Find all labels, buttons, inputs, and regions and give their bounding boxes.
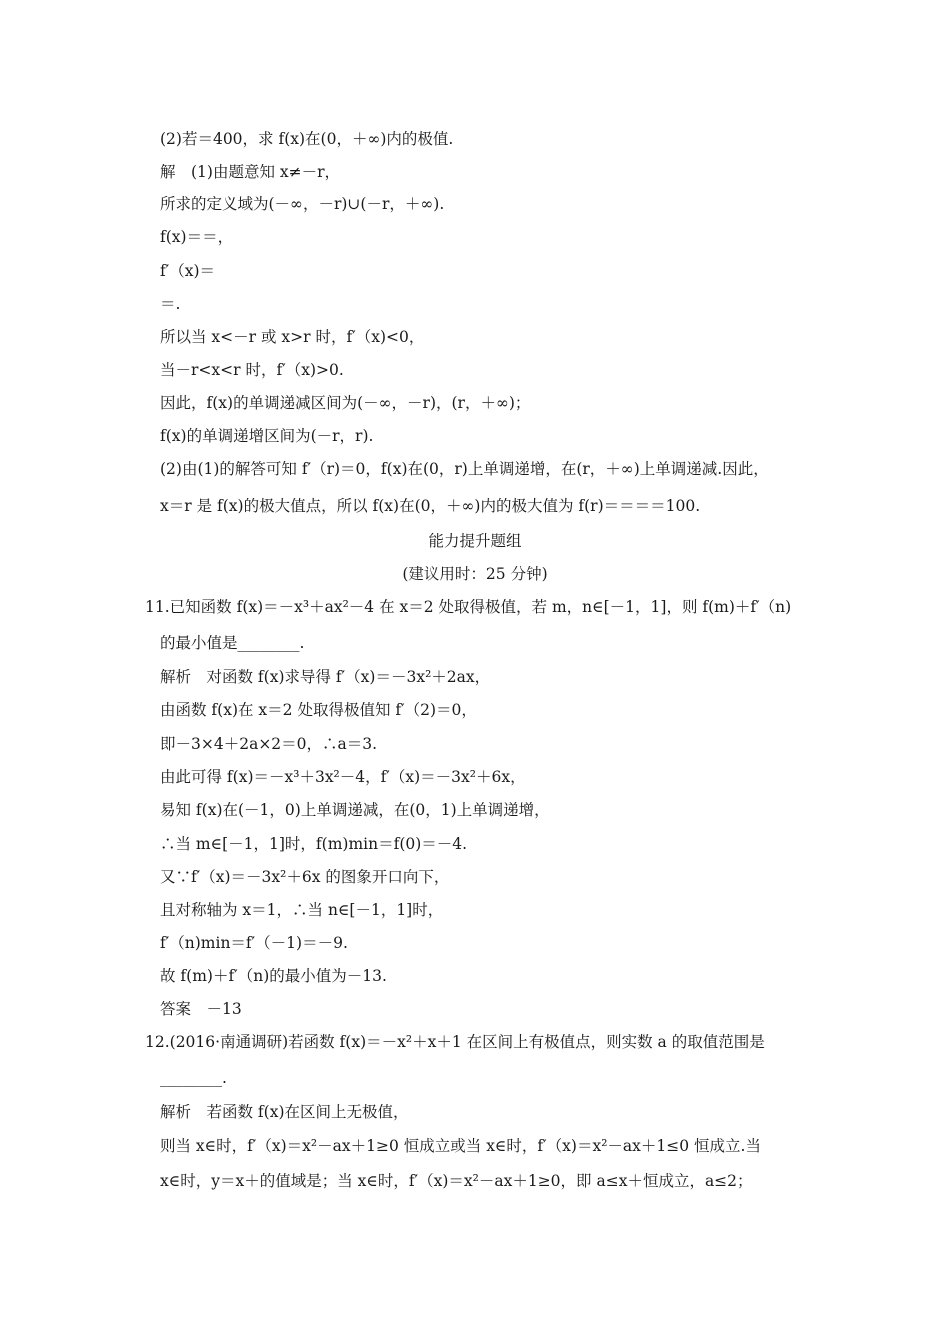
question-12: 12.(2016·南通调研)若函数 f(x)＝－x²＋x＋1 在区间上有极值点，则实数 a 的取值范围是 (145, 1033, 765, 1051)
text-line: 的最小值是________. (160, 634, 305, 652)
text-line: f(x)＝＝， (160, 228, 234, 246)
text-line: 解 (1)由题意知 x≠－r， (160, 163, 341, 181)
text-line: f(x)的单调递增区间为(－r，r). (160, 427, 374, 445)
text-line: 由函数 f(x)在 x＝2 处取得极值知 f′（2)＝0， (160, 701, 477, 719)
text-line: 则当 x∈时，f′（x)＝x²－ax＋1≥0 恒成立或当 x∈时，f′（x)＝x²－ax＋1≤0 恒成立.当 (160, 1137, 761, 1155)
text-line: 所求的定义域为(－∞，－r)∪(－r，＋∞). (160, 195, 445, 213)
text-line: 由此可得 f(x)＝－x³＋3x²－4，f′（x)＝－3x²＋6x， (160, 768, 526, 786)
text-line: 又∵f′（x)＝－3x²＋6x 的图象开口向下， (160, 868, 450, 886)
text-line: 故 f(m)＋f′（n)的最小值为－13. (160, 967, 387, 985)
text-line: f′（n)min＝f′（－1)＝－9. (160, 934, 348, 952)
text-line: (2)若＝400，求 f(x)在(0，＋∞)内的极值. (160, 130, 454, 148)
text-line: 即－3×4＋2a×2＝0，∴a＝3. (160, 735, 378, 753)
text-line: 当－r<x<r 时，f′（x)>0. (160, 361, 344, 379)
text-line: x∈时，y＝x＋的值域是；当 x∈时，f′（x)＝x²－ax＋1≥0，即 a≤x＋恒成立，a≤2； (160, 1172, 753, 1190)
section-subtitle: (建议用时：25 分钟) (402, 565, 548, 583)
text-line: ________. (160, 1069, 227, 1087)
text-line: f′（x)＝ (160, 262, 216, 280)
text-line: ∴当 m∈[－1，1]时，f(m)min＝f(0)＝－4. (160, 835, 468, 853)
section-title: 能力提升题组 (428, 532, 522, 550)
text-line: x＝r 是 f(x)的极大值点，所以 f(x)在(0，＋∞)内的极大值为 f(r)＝＝＝＝100. (160, 497, 701, 515)
question-11: 11.已知函数 f(x)＝－x³＋ax²－4 在 x＝2 处取得极值，若 m，n∈[－1，1]，则 f(m)＋f′（n) (145, 598, 792, 616)
text-line: ＝. (160, 295, 181, 313)
text-line: (2)由(1)的解答可知 f′（r)＝0，f(x)在(0，r)上单调递增，在(r，＋∞)上单调递减.因此， (160, 460, 769, 478)
text-line: 易知 f(x)在(－1，0)上单调递减，在(0，1)上单调递增， (160, 801, 550, 819)
text-line: 解析 若函数 f(x)在区间上无极值， (160, 1103, 409, 1121)
text-line: 因此，f(x)的单调递减区间为(－∞，－r)，(r，＋∞)； (160, 394, 531, 412)
text-line: 解析 对函数 f(x)求导得 f′（x)＝－3x²＋2ax， (160, 668, 491, 686)
text-line: 且对称轴为 x＝1，∴当 n∈[－1，1]时， (160, 901, 444, 919)
answer-line: 答案 －13 (160, 1000, 242, 1018)
text-line: 所以当 x<－r 或 x>r 时，f′（x)<0， (160, 328, 425, 346)
